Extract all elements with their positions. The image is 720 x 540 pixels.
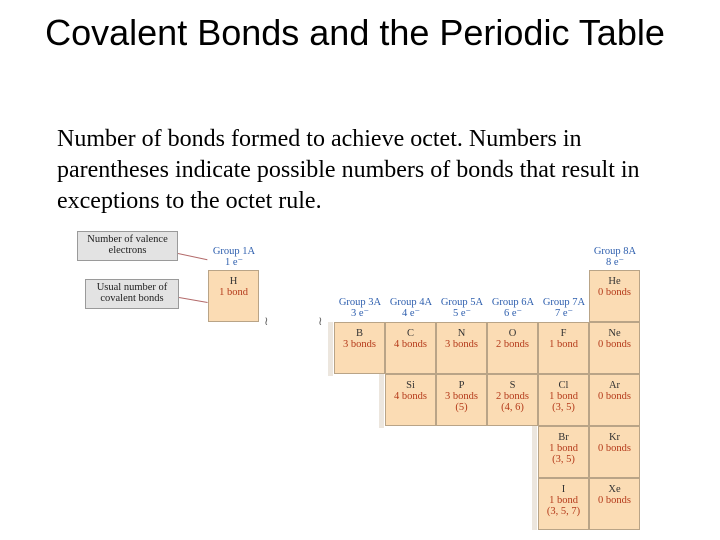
element-cell-kr [589,426,640,478]
group-name: Group 7A [542,297,586,308]
element-symbol: P [458,380,465,391]
element-symbol: C [406,328,414,339]
group-name: Group 3A [338,297,382,308]
group-label-5a [436,297,488,319]
group-label-8a [589,246,641,268]
callout-connector-valence [178,253,208,260]
group-label-6a [487,297,539,319]
group-electrons: 4 e⁻ [401,308,421,319]
element-exceptions: (3, 5, 7) [546,506,581,517]
callout-covalent-bonds: Usual number of covalent bonds [85,279,179,309]
element-bonds: 1 bond [549,339,578,350]
group-name: Group 6A [491,297,535,308]
element-symbol: Cl [558,380,569,391]
element-bonds: 1 bond [219,287,248,298]
element-bonds: 4 bonds [394,339,427,350]
group-name: Group 8A [593,246,637,257]
element-bonds: 0 bonds [598,287,631,298]
element-cell-si [385,374,436,426]
element-symbol: B [355,328,363,339]
callout-valence-electrons: Number of valence electrons [77,231,178,261]
element-cell-he [589,270,640,322]
element-bonds: 1 bond [549,391,578,402]
group-electrons: 8 e⁻ [605,257,625,268]
element-cell-br [538,426,589,478]
element-symbol: Xe [608,484,621,495]
element-bonds: 2 bonds [496,339,529,350]
element-cell-xe [589,478,640,530]
table-edge-shading [532,425,537,530]
element-symbol: S [509,380,516,391]
element-cell-f [538,322,589,374]
element-cell-s [487,374,538,426]
element-exceptions: (4, 6) [501,402,524,413]
group-name: Group 5A [440,297,484,308]
group-electrons: 7 e⁻ [554,308,574,319]
element-cell-i [538,478,589,530]
element-cell-n [436,322,487,374]
element-bonds: 0 bonds [598,495,631,506]
element-symbol: F [560,328,567,339]
group-label-3a [334,297,386,319]
table-break-mark: ≀ [264,314,269,328]
element-symbol: N [457,328,466,339]
element-cell-cl [538,374,589,426]
element-symbol: Kr [608,432,621,443]
element-symbol: Br [558,432,569,443]
element-bonds: 1 bond [549,495,578,506]
element-exceptions: (3, 5) [552,402,575,413]
element-bonds: 0 bonds [598,339,631,350]
slide-body-text: Number of bonds formed to achieve octet. Numbers in parentheses indicate possible numbers of bonds that result in exceptions to the octet rule. [57,126,640,214]
element-cell-ne [589,322,640,374]
element-bonds: 3 bonds [445,391,478,402]
element-bonds: 4 bonds [394,391,427,402]
callout-connector-bonds [179,297,208,303]
element-bonds: 0 bonds [598,391,631,402]
element-cell-ar [589,374,640,426]
group-electrons: 6 e⁻ [503,308,523,319]
element-bonds: 1 bond [549,443,578,454]
group-label-4a [385,297,437,319]
element-symbol: O [508,328,517,339]
element-exceptions: (3, 5) [552,454,575,465]
element-symbol: H [229,276,238,287]
table-edge-shading [328,322,333,376]
group-name: Group 4A [389,297,433,308]
slide-title: Covalent Bonds and the Periodic Table [45,12,665,53]
element-cell-p [436,374,487,426]
group-electrons: 3 e⁻ [350,308,370,319]
table-break-mark: ≀ [318,314,323,328]
group-electrons: 1 e⁻ [224,257,244,268]
element-symbol: Ar [608,380,621,391]
element-symbol: I [561,484,566,495]
group-label-7a [538,297,590,319]
element-symbol: He [608,276,621,287]
element-cell-b [334,322,385,374]
element-bonds: 2 bonds [496,391,529,402]
element-bonds: 0 bonds [598,443,631,454]
group-electrons: 5 e⁻ [452,308,472,319]
element-cell-o [487,322,538,374]
element-exceptions: (5) [455,402,468,413]
element-symbol: Si [406,380,415,391]
element-cell-c [385,322,436,374]
element-bonds: 3 bonds [445,339,478,350]
group-name: Group 1A [212,246,256,257]
element-symbol: Ne [608,328,621,339]
element-cell-h [208,270,259,322]
group-label-1a [208,246,260,268]
table-edge-shading [379,373,384,428]
element-bonds: 3 bonds [343,339,376,350]
